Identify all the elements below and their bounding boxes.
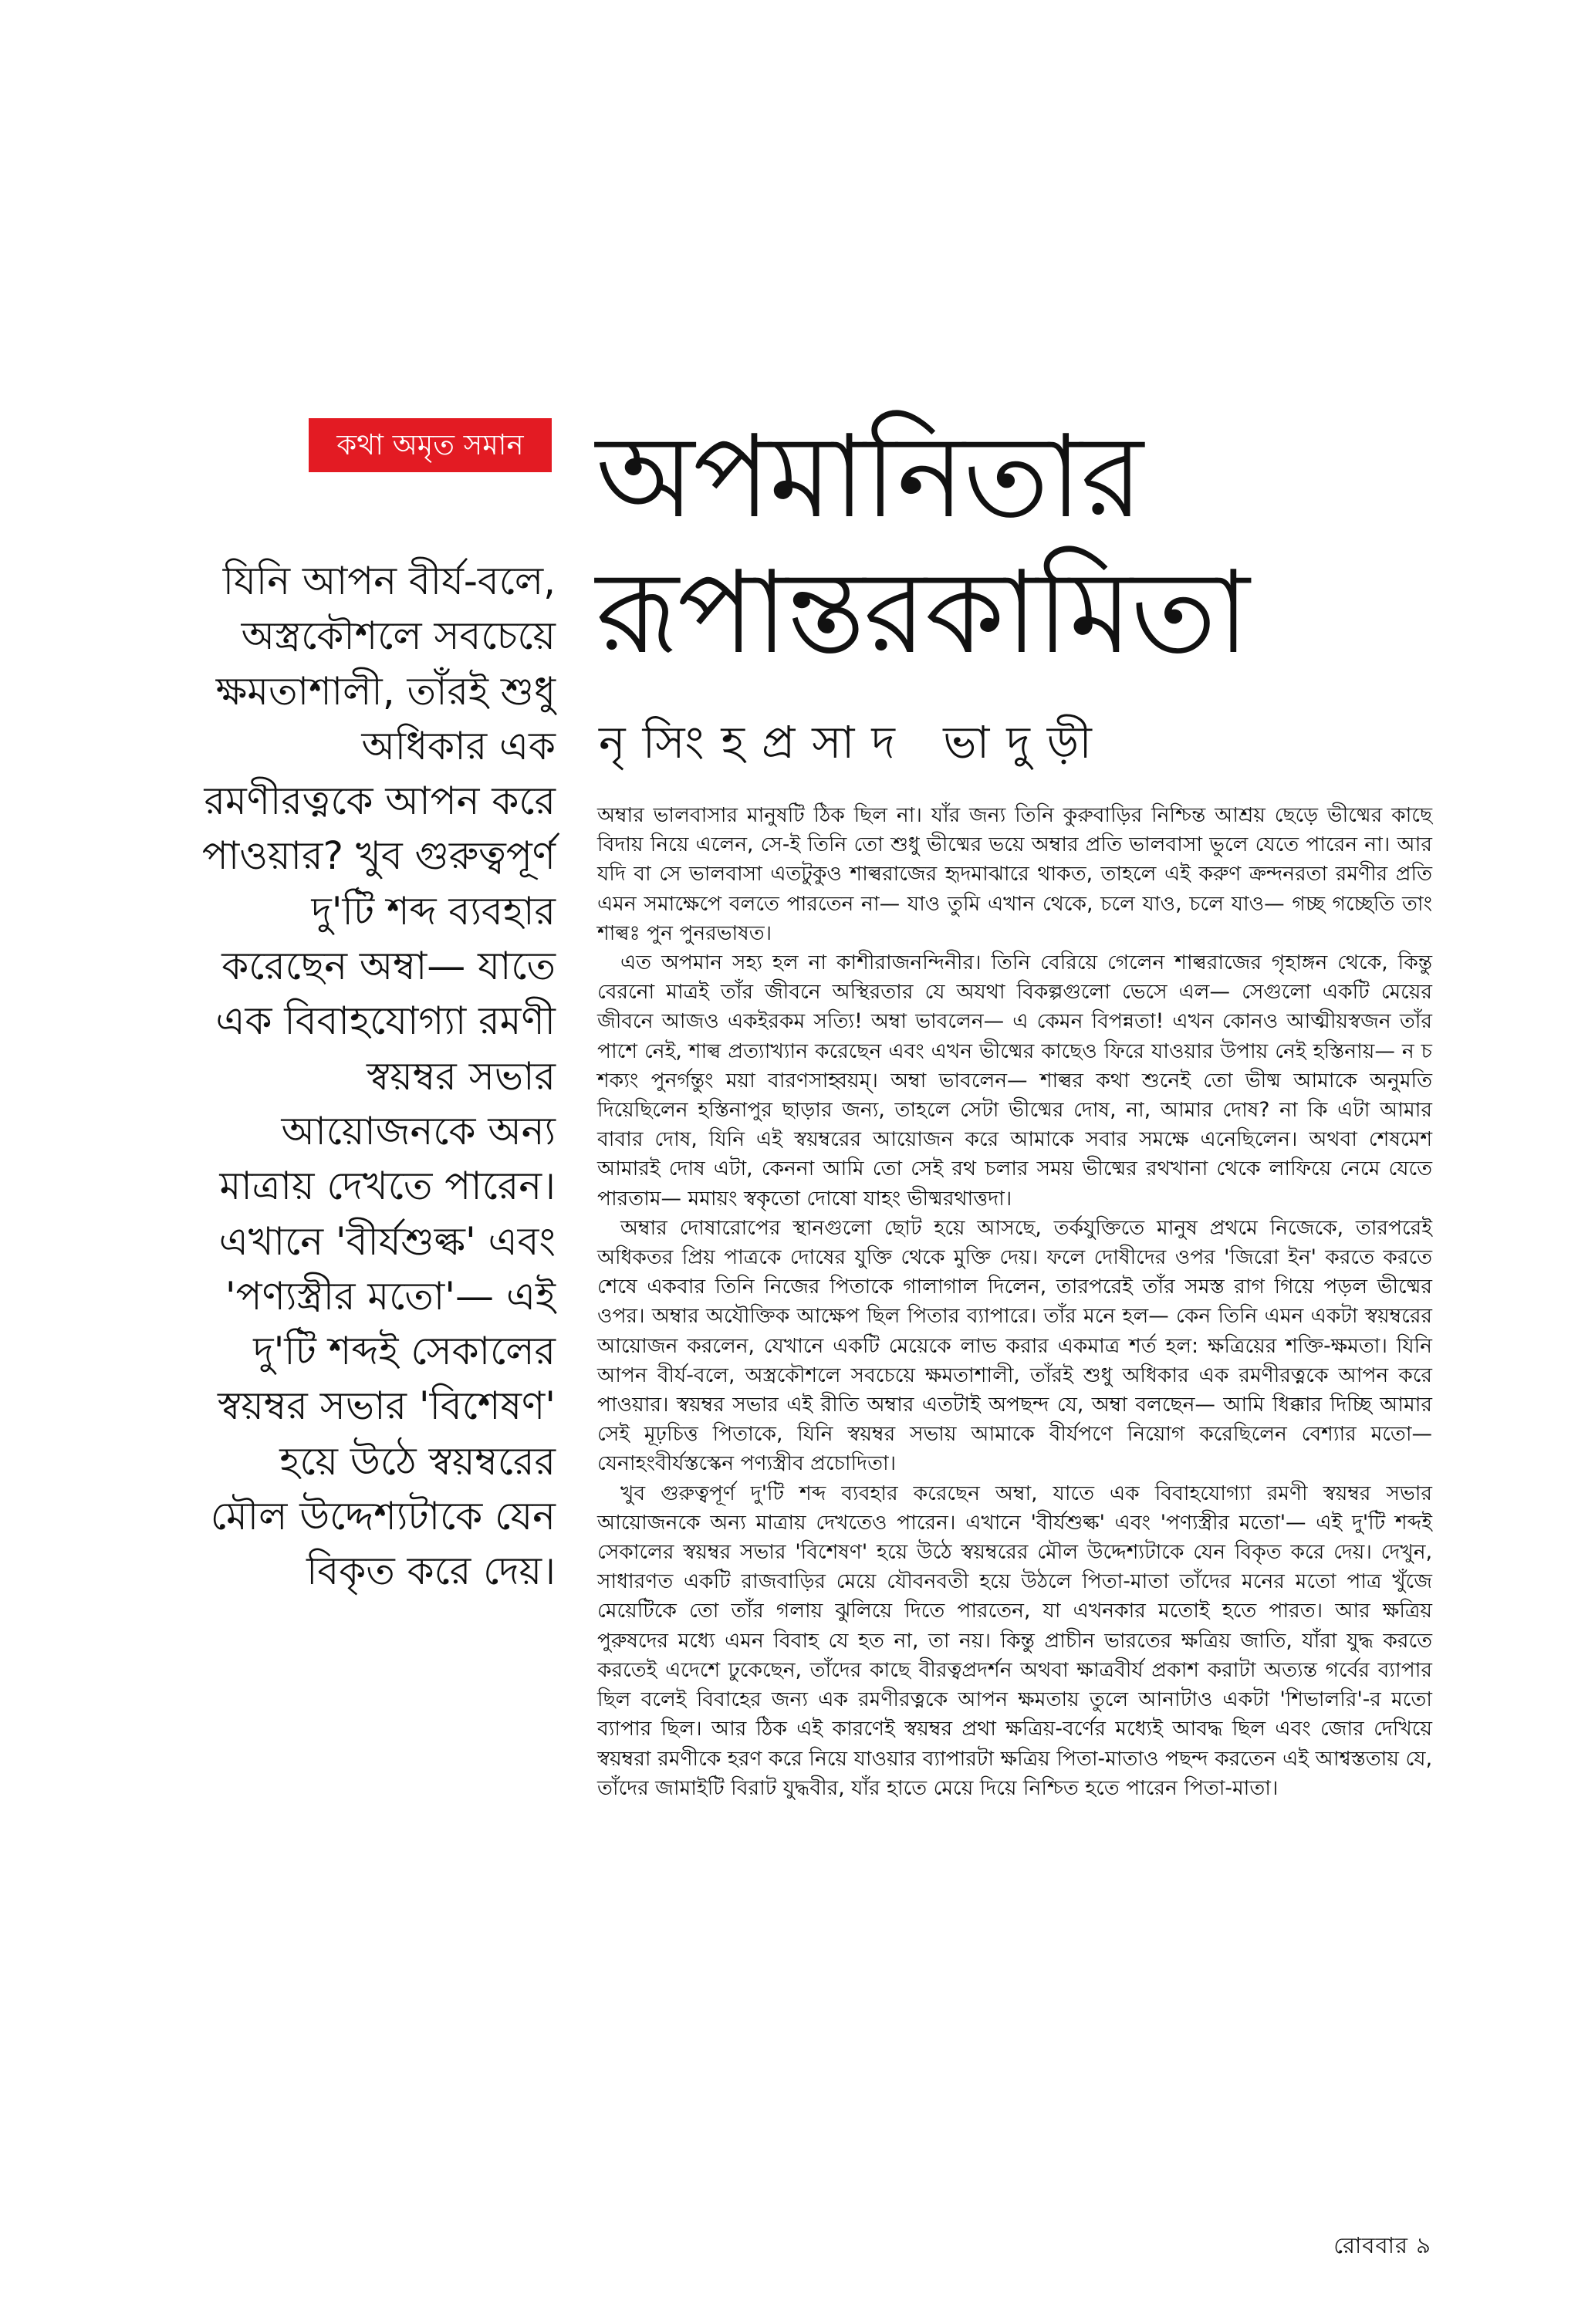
title-line-2: রূপান্তরকামিতা: [596, 546, 1249, 679]
pull-quote-line: দু'টি শব্দই সেকালের: [253, 1329, 556, 1374]
body-paragraph: অম্বার দোষারোপের স্থানগুলো ছোট হয়ে আসছে, তর্কযুক্তিতে মানুষ প্রথমে নিজেকে, তারপরেই অধিকতর প্রিয় পাত্রকে দোষের যুক্তি থেকে মুক্তি দেয়। ফলে দোষীদের ওপর 'জিরো ইন' করতে করতে শেষে একবার তিনি নিজের পিতাকে গালাগাল দিলেন, তারপরেই তাঁর সমস্ত রাগ গিয়ে পড়ল ভীষ্মের ওপর। অম্বার অযৌক্তিক আক্ষেপ ছিল পিতার ব্যাপারে। তাঁর মনে হল— কেন তিনি এমন একটা স্বয়ম্বরের আয়োজন করলেন, যেখানে একটি মেয়েকে লাভ করার একমাত্র শর্ত হল: ক্ষত্রিয়ের শক্তি-ক্ষমতা। যিনি আপন বীর্য-বলে, অস্ত্রকৌশলে সবচেয়ে ক্ষমতাশালী, তাঁরই শুধু অধিকার এক রমণীরত্নকে আপন করে পাওয়ার। স্বয়ম্বর সভার এই রীতি অম্বার এতটাই অপছন্দ যে, অম্বা বলছেন— আমি ধিক্কার দিচ্ছি আমার সেই মূঢ়চিত্ত পিতাকে, যিনি স্বয়ম্বর সভায় আমাকে বীর্যপণে নিয়োগ করেছিলেন বেশ্যার মতো— যেনাহংবীর্যস্তস্কেন পণ্যস্ত্রীব প্রচোদিতা।: [597, 1215, 1432, 1476]
title-line-1: অপমানিতার: [596, 410, 1142, 543]
body-paragraph: এত অপমান সহ্য হল না কাশীরাজনন্দিনীর। তিনি বেরিয়ে গেলেন শাল্বরাজের গৃহাঙ্গন থেকে, কিন্তু বেরনো মাত্রই তাঁর জীবনে অস্থিরতার যে অযথা বিকল্পগুলো ভেসে এল— সেগুলো একটি মেয়ের জীবনে আজও একইরকম সত্যি! অম্বা ভাবলেন— এ কেমন বিপন্নতা! এখন কোনও আত্মীয়স্বজন তাঁর পাশে নেই, শাল্ব প্রত্যাখ্যান করেছেন এবং এখন ভীষ্মের কাছেও ফিরে যাওয়ার উপায় নেই হস্তিনায়— ন চ শক্যং পুনর্গন্তুং ময়া বারণসাহ্বয়ম্। অম্বা ভাবলেন— শাল্বর কথা শুনেই তো ভীষ্ম আমাকে অনুমতি দিয়েছিলেন হস্তিনাপুর ছাড়ার জন্য, তাহলে সেটা ভীষ্মের দোষ, না, আমার দোষ? না কি এটা আমার বাবার দোষ, যিনি এই স্বয়ম্বরের আয়োজন করে আমাকে সবার সমক্ষে এনেছিলেন। অথবা শেষমেশ আমারই দোষ এটা, কেননা আমি তো সেই রথ চলার সময় ভীষ্মের রথখানা থেকে লাফিয়ে নেমে যেতে পারতাম— মমায়ং স্বকৃতো দোষো যাহং ভীষ্মরথাত্তদা।: [597, 951, 1432, 1211]
pull-quote-line: পাওয়ার? খুব গুরুত্বপূর্ণ: [201, 833, 556, 879]
page-folio: রোববার ৯: [1333, 2232, 1431, 2258]
pull-quote-line: মৌল উদ্দেশ্যটাকে যেন: [210, 1494, 556, 1539]
body-paragraph: অম্বার ভালবাসার মানুষটি ঠিক ছিল না। যাঁর জন্য তিনি কুরুবাড়ির নিশ্চিন্ত আশ্রয় ছেড়ে ভীষ্মের কাছে বিদায় নিয়ে এলেন, সে-ই তিনি তো শুধু ভীষ্মের ভয়ে অম্বার প্রতি ভালবাসা ভুলে যেতে পারেন না। আর যদি বা সে ভালবাসা এতটুকুও শাল্বরাজের হৃদমাঝারে থাকত, তাহলে এই করুণ ক্রন্দনরতা রমণীর প্রতি এমন সমাক্ষেপে বলতে পারতেন না— যাও তুমি এখান থেকে, চলে যাও, চলে যাও— গচ্ছ গচ্ছেতি তাং শাল্বঃ পুন পুনরভাষত।: [597, 803, 1432, 945]
pull-quote-line: স্বয়ম্বর সভার: [366, 1053, 556, 1099]
pull-quote-line: বিকৃত করে দেয়।: [306, 1549, 556, 1594]
article-title: [596, 409, 1483, 681]
pull-quote-line: অস্ত্রকৌশলে সবচেয়ে: [241, 613, 556, 659]
pull-quote-line: এক বিবাহযোগ্যা রমণী: [215, 998, 556, 1044]
author-byline: নৃসিংহপ্রসাদ ভাদুড়ী: [599, 716, 1109, 768]
pull-quote-line: এখানে 'বীর্যশুল্ক' এবং: [218, 1218, 556, 1264]
pull-quote-line: দু'টি শব্দ ব্যবহার: [311, 888, 556, 934]
pull-quote-line: 'পণ্যস্ত্রীর মতো'— এই: [225, 1273, 556, 1319]
pull-quote-line: করেছেন অম্বা— যাতে: [221, 944, 556, 989]
body-paragraph: খুব গুরুত্বপূর্ণ দু'টি শব্দ ব্যবহার করেছেন অম্বা, যাতে এক বিবাহযোগ্যা রমণী স্বয়ম্বর সভার আয়োজনকে অন্য মাত্রায় দেখতেও পারেন। এখানে 'বীর্যশুল্ক' এবং 'পণ্যস্ত্রীর মতো'— এই দু'টি শব্দই সেকালের স্বয়ম্বর সভার 'বিশেষণ' হয়ে উঠে স্বয়ম্বরের মৌল উদ্দেশ্যটাকে যেন বিকৃত করে দেয়। দেখুন, সাধারণত একটি রাজবাড়ির মেয়ে যৌবনবতী হয়ে উঠলে পিতা-মাতা তাঁদের মনের মতো পাত্র খুঁজে মেয়েটিকে তো তাঁর গলায় ঝুলিয়ে দিতে পারতেন, যা এখনকার মতোই হতে পারত। আর ক্ষত্রিয় পুরুষদের মধ্যে এমন বিবাহ যে হত না, তা নয়। কিন্তু প্রাচীন ভারতের ক্ষত্রিয় জাতি, যাঁরা যুদ্ধ করতে করতেই এদেশে ঢুকেছেন, তাঁদের কাছে বীরত্বপ্রদর্শন অথবা ক্ষাত্রবীর্য প্রকাশ করাটা অত্যন্ত গর্বের ব্যাপার ছিল বলেই বিবাহের জন্য এক রমণীরত্নকে আপন ক্ষমতায় তুলে আনাটাও একটা 'শিভালরি'-র মতো ব্যাপার ছিল। আর ঠিক এই কারণেই স্বয়ম্বর প্রথা ক্ষত্রিয়-বর্ণের মধ্যেই আবদ্ধ ছিল এবং জোর দেখিয়ে স্বয়ম্বরা রমণীকে হরণ করে নিয়ে যাওয়ার ব্যাপারটা ক্ষত্রিয় পিতা-মাতাও পছন্দ করতেন এই আশ্বস্ততায় যে, তাঁদের জামাইটি বিরাট যুদ্ধবীর, যাঁর হাতে মেয়ে দিয়ে নিশ্চিত হতে পারেন পিতা-মাতা।: [597, 1481, 1432, 1800]
pull-quote-line: যিনি আপন বীর্য-বলে,: [222, 559, 556, 603]
pull-quote-line: রমণীরত্নকে আপন করে: [204, 779, 556, 824]
article-body: [597, 801, 1432, 1803]
pull-quote-line: অধিকার এক: [361, 723, 556, 768]
pull-quote-line: আয়োজনকে অন্য: [281, 1108, 556, 1154]
pull-quote-line: স্বয়ম্বর সভার 'বিশেষণ': [217, 1383, 556, 1429]
pull-quote-line: ক্ষমতাশালী, তাঁরই শুধু: [215, 668, 556, 714]
pull-quote-line: মাত্রায় দেখতে পারেন।: [219, 1164, 556, 1209]
pull-quote: [139, 554, 556, 1599]
pull-quote-line: হয়ে উঠে স্বয়ম্বরের: [279, 1438, 556, 1484]
section-tag: কথা অমৃত সমান: [309, 418, 552, 472]
